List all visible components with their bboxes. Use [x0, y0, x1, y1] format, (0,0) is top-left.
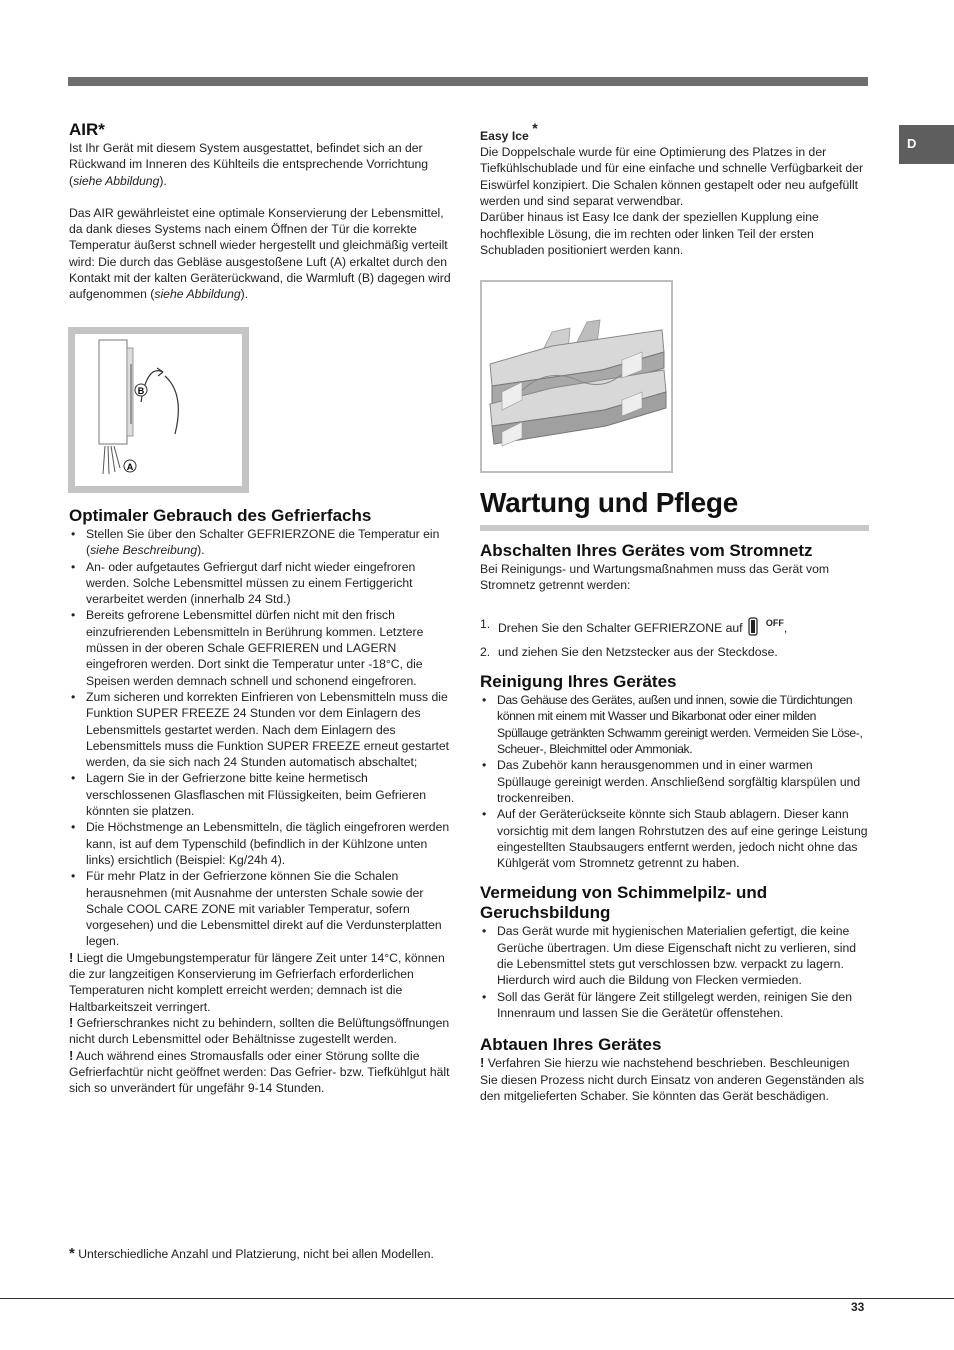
list-item: 1. Drehen Sie den Schalter GEFRIERZONE auf $^{OFF}$,: [480, 616, 869, 640]
easy-ice-paragraph-2: Darüber hinaus ist Easy Ice dank der speziellen Kupplung eine hochflexible Lösung, die im rechten oder linken Teil der ersten Schubladen positioniert werden kann.: [480, 210, 819, 257]
list-item: • Das Zubehör kann herausgenommen und in einer warmen Spüllauge gereinigt werden. Anschließend sorgfältig klarspülen und trockenreiben.: [480, 757, 869, 806]
list-item: • Das Gerät wurde mit hygienischen Materialien gefertigt, die keine Gerüche übertragen. Um diese Eigenschaft nicht zu verlieren, sind die Lebensmittel stets gut verschlossen bzw. verpackt zu lagern. Hierdurch wird auch die Bildung von Flecken vermieden.: [480, 923, 869, 988]
defrost-heading: Abtauen Ihres Gerätes: [480, 1035, 662, 1055]
list-item: • Die Höchstmenge an Lebensmitteln, die täglich eingefroren werden kann, ist auf dem Typenschild (befindlich in der Kühlzone unten links) ersichtlich (Beispiel: Kg/24h 4).: [69, 819, 455, 868]
list-item: • Soll das Gerät für längere Zeit stillgelegt werden, reinigen Sie den Innenraum und lassen Sie die Gerätetür offenstehen.: [480, 989, 869, 1022]
list-item: • An- oder aufgetautes Gefriergut darf nicht wieder eingefroren werden. Solche Lebensmittel müssen zu einem Fertiggericht verarbeitet werden (innerhalb 24 Std.): [69, 559, 455, 608]
freezer-section: [69, 506, 455, 1096]
list-item: • Stellen Sie über den Schalter GEFRIERZONE die Temperatur ein (siehe Beschreibung).: [69, 526, 455, 559]
air-paragraph-2: Das AIR gewährleistet eine optimale Konservierung der Lebensmittel, da dank dieses Systems nach einem Öffnen der Tür die korrekte Temperatur äußerst schnell wieder hergestellt und gleichmäßig verteilt wird: Die durch das Gebläse ausgestoßene Luft (A) erkaltet durch den Kontakt mit der kalten Geräterückwand, die Warmluft (B) dagegen wird aufgenommen (siehe Abbildung).: [69, 205, 451, 302]
cleaning-bullet-list: [480, 692, 869, 871]
disconnect-steps: [480, 616, 869, 661]
easy-ice-paragraph-1: Die Doppelschale wurde für eine Optimierung des Platzes in der Tiefkühlschublade und für eine einfache und schnelle Verfügbarkeit der Eiswürfel konzipiert. Die Schalen können gestapelt oder neu aufgefüllt werden und sind separat verwendbar.: [480, 145, 864, 208]
airflow-diagram: [75, 334, 242, 486]
list-item: • Das Gehäuse des Gerätes, außen und innen, sowie die Türdichtungen können mit einem mit Wasser und Bikarbonat oder einer milden Spüllauge getränkten Schwamm gereinigt werden. Vermeiden Sie Löse-, Scheuer-, Bleichmittel oder Ammoniak.: [480, 692, 869, 757]
freezer-bullet-list: [69, 526, 455, 950]
language-tab: D: [899, 125, 954, 164]
air-paragraph-1: Ist Ihr Gerät mit diesem System ausgestattet, befindet sich an der Rückwand im Inneren des Kühlteils die entsprechende Vorrichtung (siehe Abbildung).: [69, 141, 429, 188]
easy-ice-heading: Easy Ice *: [480, 120, 538, 144]
defrost-paragraph: ! Verfahren Sie hierzu wie nachstehend beschrieben. Beschleunigen Sie diesen Prozess nicht durch Einsatz von anderen Gegenständen als den mitgelieferten Schaber. Sie könnten das Gerät beschädigen.: [480, 1055, 865, 1103]
label-a: A: [126, 462, 134, 472]
disconnect-intro: Bei Reinigungs- und Wartungsmaßnahmen muss das Gerät vom Stromnetz getrennt werden:: [480, 562, 830, 593]
air-figure: [68, 327, 249, 493]
list-item: • Bereits gefrorene Lebensmittel dürfen nicht mit den frisch einzufrierenden Lebensmitteln in Berührung kommen. Letztere müssen in der oberen Schale GEFRIEREN und LAGERN eingefroren werden. Dort sinkt die Temperatur unter -18°C, die Speisen werden demnach schnell und schonend eingefroren.: [69, 607, 455, 688]
list-item: • Für mehr Platz in der Gefrierzone können Sie die Schalen herausnehmen (mit Ausnahme der untersten Schale sowie der Schale COOL CARE ZONE mit variabler Temperatur, sofern vorgesehen) und die Lebensmittel direkt auf die Verdunsterplatten legen.: [69, 868, 455, 949]
warning-icon: !: [69, 1014, 74, 1030]
warning-2: ! Gefrierschrankes nicht zu behindern, sollten die Belüftungsöffnungen nicht durch Lebensmittel oder Behältnisse zugestellt werden.: [69, 1014, 450, 1047]
footnote: * Unterschiedliche Anzahl und Platzierung, nicht bei allen Modellen.: [69, 1245, 434, 1262]
easy-ice-section: [480, 122, 869, 258]
page-title: Wartung und Pflege: [480, 487, 869, 531]
mould-heading: Vermeidung von Schimmelpilz- und Geruchsbildung: [480, 883, 768, 923]
maintenance-section: [480, 487, 869, 1104]
list-item: • Lagern Sie in der Gefrierzone bitte keine hermetisch verschlossenen Glasflaschen mit Flüssigkeiten, beim Gefrieren könnten sie platzen.: [69, 770, 455, 819]
warning-icon: !: [69, 949, 74, 965]
warning-icon: !: [480, 1055, 485, 1071]
easy-ice-figure: [480, 280, 673, 473]
warning-icon: !: [69, 1047, 74, 1063]
freezer-heading: Optimaler Gebrauch des Gefrierfachs: [69, 506, 372, 525]
header-bar: [68, 77, 868, 86]
cleaning-heading: Reinigung Ihres Gerätes: [480, 672, 677, 692]
list-item: • Auf der Geräterückseite könnte sich Staub ablagern. Dieser kann vorsichtig mit dem langen Rohrstutzen des auf eine geringe Leistung eingestellten Staubsaugers entfernt werden, jedoch nicht ohne das Kühlgerät vom Stromnetz getrennt zu haben.: [480, 806, 869, 871]
list-item: • Zum sicheren und korrekten Einfrieren von Lebensmitteln muss die Funktion SUPER FREEZE 24 Stunden vor dem Einlagern des Lebensmittels gestartet werden. Nach dem Einlagern des Lebensmittels muss die Funktion SUPER FREEZE erneut gestartet werden, da sie sich nach 24 Stunden automatisch abschaltet;: [69, 689, 455, 770]
left-column: [69, 120, 455, 303]
page-number: 33: [851, 1300, 865, 1314]
disconnect-heading: Abschalten Ihres Gerätes vom Stromnetz: [480, 541, 813, 560]
ice-tray-illustration: [482, 282, 671, 471]
off-label: OFF: [765, 617, 784, 628]
mould-bullet-list: [480, 923, 869, 1021]
air-heading: AIR*: [69, 120, 105, 139]
footer-rule: [0, 1298, 954, 1299]
label-b: B: [137, 386, 145, 396]
warning-1: ! Liegt die Umgebungstemperatur für längere Zeit unter 14°C, können die zur langzeitigen Konservierung im Gefrierfach erforderlichen Temperaturen nicht komplett erreicht werden; demnach ist die Haltbarkeitszeit verringert.: [69, 949, 445, 1014]
list-item: 2. und ziehen Sie den Netzstecker aus der Steckdose.: [480, 644, 778, 659]
warning-3: ! Auch während eines Stromausfalls oder einer Störung sollte die Gefrierfachtür nicht geöffnet werden: Das Gefrier- bzw. Tiefkühlgut hält sich so unverändert für ungefähr 9-14 Stunden.: [69, 1047, 450, 1096]
